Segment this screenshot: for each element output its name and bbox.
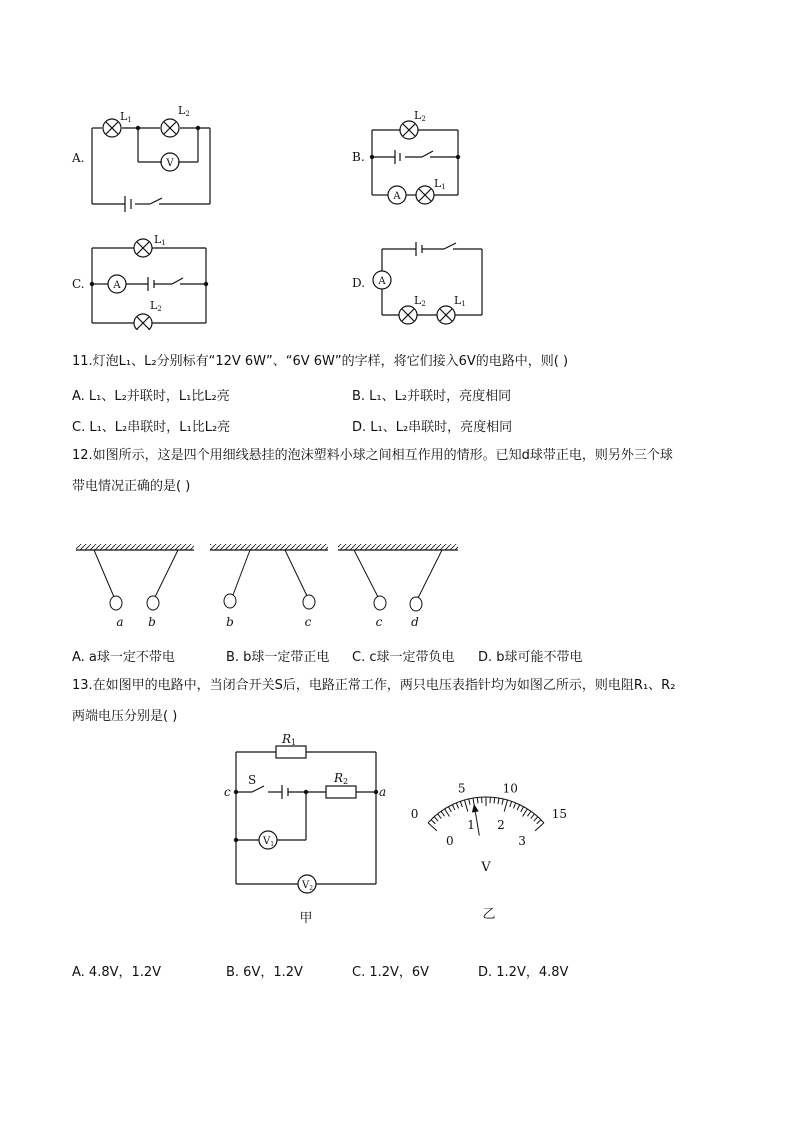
q12-option-b[interactable]: B. b球一定带正电 [226,650,330,665]
inner-scale-label: 3 [518,833,526,848]
dial-tick [441,811,444,816]
dial-tick [517,805,520,810]
dial-tick [438,814,442,819]
ball-label: a [116,615,124,629]
q13-option-c[interactable]: C. 1.2V，6V [352,965,430,980]
circuit-option-b [350,105,480,210]
dial-tick [460,801,462,807]
lamp-l2-label: L2 [414,294,426,308]
dial-tick [434,817,438,821]
inner-scale-label: 0 [446,833,454,848]
dial-tick [469,799,470,805]
dial-tick [465,800,468,812]
node-c-label: c [224,785,231,799]
outer-scale-label: 5 [457,781,466,796]
q12-option-d[interactable]: D. b球可能不带电 [478,650,583,665]
dial-tick [498,798,499,804]
dial-tick [537,820,541,824]
switch-s-label: S [248,773,257,787]
lamp-l1-label: L1 [454,294,466,308]
lamp-l1-label: L1 [154,233,166,247]
outer-scale-label: 0 [410,807,419,822]
q13-option-a[interactable]: A. 4.8V，1.2V [72,965,162,980]
dial-tick [477,797,478,803]
dial-tick [523,809,528,817]
ammeter-symbol: A [393,191,401,202]
q13-stem-line2: 两端电压分别是( ) [72,709,178,724]
r1-label: R1 [282,732,297,747]
dial-tick [431,820,435,824]
lamp-l1-label: L1 [434,177,446,191]
ball-b [224,594,236,608]
dial-tick [494,797,495,803]
q12-option-a[interactable]: A. a球一定不带电 [72,650,175,665]
node-a-label: a [379,785,387,799]
dial-tick [528,811,531,816]
dial-tick [428,823,437,831]
circuit-option-d [350,235,490,330]
outer-scale-label: 15 [551,807,568,822]
voltmeter-dial-yi [390,770,590,925]
ball-label: c [375,615,383,629]
q12-stem-line2: 带电情况正确的是( ) [72,479,191,494]
lamp-l2-label: L2 [178,104,190,118]
v2-symbol: $V_2$ [302,880,314,892]
q11-option-a[interactable]: A. L₁、L₂并联时，L₁比L₂亮 [72,389,230,404]
dial-tick [448,807,451,812]
figure-caption-yi: 乙 [482,907,496,922]
option-c-label: C. [72,277,85,291]
dial-tick [452,805,455,810]
q11-option-d[interactable]: D. L₁、L₂串联时，亮度相同 [352,420,513,435]
ammeter-symbol: A [113,280,121,291]
figure-caption-jia: 甲 [299,911,313,926]
lamp-l1-label: L1 [120,110,132,124]
v1-symbol: $V_1$ [263,836,275,848]
circuit-option-c [70,230,220,330]
q11-option-b[interactable]: B. L₁、L₂并联时，亮度相同 [352,389,512,404]
inner-scale-label: 1 [467,818,475,833]
dial-tick [531,814,535,819]
q11-option-c[interactable]: C. L₁、L₂串联时，L₁比L₂亮 [72,420,231,435]
ball-c [374,596,386,610]
dial-tick [534,817,538,821]
outer-scale-label: 10 [502,781,518,796]
ball-label: c [304,615,312,629]
dial-tick [521,807,524,812]
q13-option-b[interactable]: B. 6V，1.2V [226,965,303,980]
r2-label: R2 [334,771,349,786]
option-d-label: D. [352,276,366,290]
ball-b [147,596,159,610]
ball-label: b [226,615,234,629]
resistor-r1 [276,746,306,758]
q13-stem-line1: 13.在如图甲的电路中，当闭合开关S后，电路正常工作，两只电压表指针均为如图乙所示，则电阻R₁、R₂ [72,678,676,693]
lamp-l2-label: L2 [414,109,426,123]
ball-d [410,597,422,611]
circuit-option-a [70,100,230,215]
dial-tick [504,800,507,812]
dial-tick [510,801,512,807]
hanging-balls-figure [70,540,470,635]
q12-stem-line1: 12.如图所示，这是四个用细线悬挂的泡沫塑料小球之间相互作用的情形。已知d球带正电，则另外三个球 [72,448,673,463]
q12-option-c[interactable]: C. c球一定带负电 [352,650,455,665]
ball-a [110,596,122,610]
ball-label: d [411,615,419,629]
dial-tick [513,803,515,809]
ammeter-symbol: A [378,276,386,287]
dial-tick [445,809,450,817]
option-a-label: A. [72,151,85,165]
dial-unit-label: V [481,860,491,875]
ball-c [303,595,315,609]
option-b-label: B. [352,150,365,164]
dial-tick [456,803,458,809]
circuit-jia [220,728,395,928]
voltmeter-symbol: V [166,158,174,169]
ball-label: b [148,615,156,629]
dial-tick [535,823,544,831]
q11-stem: 11.灯泡L₁、L₂分别标有“12V 6W”、“6V 6W”的字样，将它们接入6V的电路中，则( ) [72,354,569,369]
dial-tick [502,799,503,805]
inner-scale-label: 2 [497,818,505,833]
dial-tick [473,798,474,804]
resistor-r2 [326,786,356,798]
lamp-l2-label: L2 [150,299,162,313]
q13-option-d[interactable]: D. 1.2V，4.8V [478,965,569,980]
dial-pointer-arrow [472,804,479,812]
